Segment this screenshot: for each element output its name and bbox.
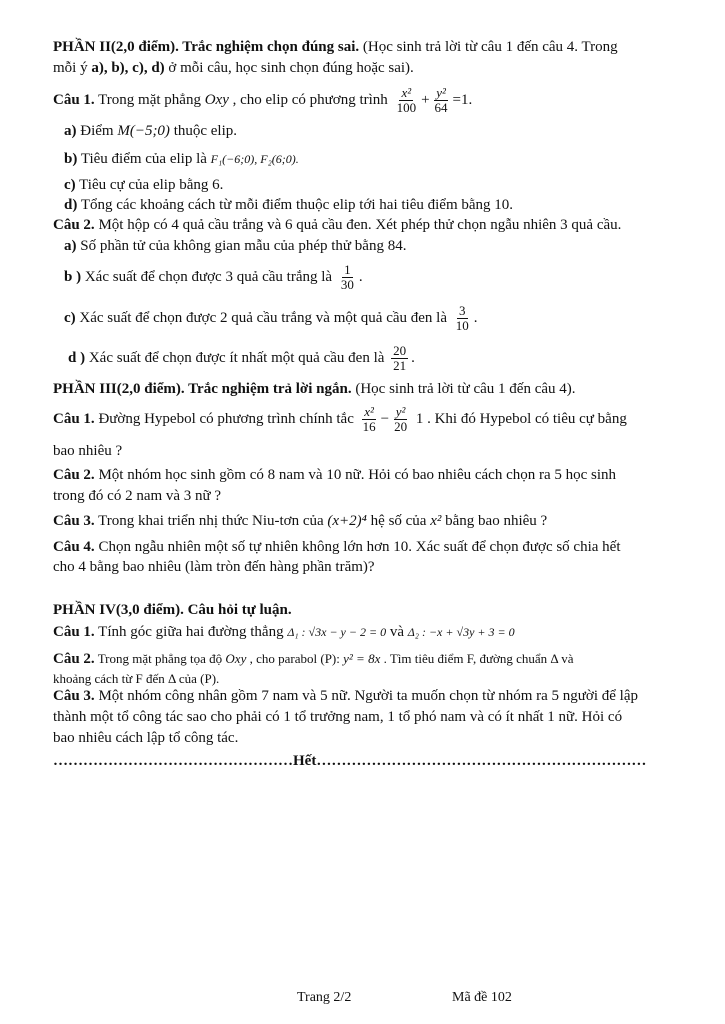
option-text: thuộc elip. <box>169 123 238 139</box>
math-parabola: y² = 8x <box>343 651 381 666</box>
footer-page-number: Trang 2/2 <box>297 990 352 1005</box>
frac-num: y² <box>395 404 406 420</box>
part4-q1 <box>53 623 685 642</box>
note-text: mỗi ý <box>53 60 92 76</box>
part2-q1-a <box>64 122 685 141</box>
question-text: Trong mặt phẳng tọa độ <box>94 651 226 666</box>
part3-q4 <box>53 538 685 557</box>
end-marker: …………………………………………Hết………………………………………………………… <box>53 753 647 769</box>
part4-q2 <box>53 649 685 669</box>
frac-den: 100 <box>396 100 417 116</box>
question-text: và <box>386 624 408 640</box>
frac-num: 20 <box>393 343 407 359</box>
part2-q2-b <box>64 262 685 292</box>
footer-exam-code: Mã đề 102 <box>452 990 512 1005</box>
question-text: , cho parabol (P): <box>246 651 344 666</box>
question-text: Một nhóm công nhân gồm 7 nam và 5 nữ. Người ta muốn chọn từ nhóm ra 5 người để lập <box>94 688 638 704</box>
note-options: a), b), c), d) <box>91 60 165 76</box>
question-label: Câu 1. <box>53 624 95 640</box>
frac-den: 16 <box>362 419 376 435</box>
equals: =1. <box>452 92 473 108</box>
period: . <box>473 310 478 326</box>
part2-heading: PHẦN II(2,0 điểm). Trắc nghiệm chọn đúng sai. <box>53 39 360 55</box>
math-point: M(−5;0) <box>117 123 170 139</box>
frac-den: 64 <box>434 100 448 116</box>
fraction <box>361 405 378 434</box>
part4-heading-line <box>53 601 685 620</box>
part2-note: (Học sinh trả lời từ câu 1 đến câu 4. Trong <box>362 39 618 55</box>
part3-q3 <box>53 512 685 531</box>
question-text: cho 4 bằng bao nhiêu (làm tròn đến hàng phần trăm)? <box>53 559 375 575</box>
math-line-2: Δ₂ : −x + √3y + 3 = 0 <box>407 625 515 639</box>
question-label: Câu 2. <box>53 217 95 233</box>
fraction <box>395 86 419 115</box>
fraction <box>392 405 409 434</box>
question-text: bao nhiêu cách lập tổ công tác. <box>53 730 239 746</box>
math-oxy: Oxy <box>204 92 229 108</box>
part4-q3-cont2 <box>53 729 685 748</box>
part3-q4-cont <box>53 558 685 577</box>
question-label: Câu 2. <box>53 651 95 667</box>
option-label: c) <box>64 310 76 326</box>
part3-q1 <box>53 404 685 434</box>
question-label: Câu 2. <box>53 467 95 483</box>
math-binomial: (x+2)⁴ <box>327 513 367 529</box>
frac-num: x² <box>364 404 374 420</box>
question-text: Trong khai triển nhị thức Niu-tơn của <box>94 513 328 529</box>
fraction <box>433 86 450 115</box>
part4-q3-cont <box>53 708 685 727</box>
option-text: Số phần tử của không gian mẫu của phép thử bằng 84. <box>76 238 407 254</box>
option-label: a) <box>64 238 77 254</box>
part2-q2-c <box>64 303 685 333</box>
math-oxy: Oxy <box>225 651 247 666</box>
fraction <box>454 304 471 333</box>
frac-num: y² <box>436 85 446 101</box>
part3-q2-cont <box>53 487 685 506</box>
fraction <box>391 344 408 373</box>
question-text: , cho elip có phương trình <box>228 92 392 108</box>
option-text: Xác suất để chọn được ít nhất một quả cầu đen là <box>85 350 389 366</box>
part2-q1-c <box>64 176 685 195</box>
frac-num: 1 <box>344 262 351 278</box>
question-text: . Tìm tiêu điểm F, đường chuẩn Δ và <box>380 651 574 666</box>
question-text: Trong mặt phẳng <box>94 92 205 108</box>
part4-q2-cont <box>53 669 685 688</box>
part2-q2-d <box>68 343 685 373</box>
period: . <box>358 269 363 285</box>
part2-note-line <box>53 59 685 78</box>
question-label: Câu 3. <box>53 688 95 704</box>
math-line-1: Δ₁ : √3x − y − 2 = 0 <box>287 625 387 639</box>
question-text: Đường Hypebol có phương trình chính tắc <box>94 411 358 427</box>
option-text: Tiêu điểm của elip là <box>77 151 211 167</box>
part3-q2 <box>53 466 685 485</box>
part2-heading-line <box>53 38 685 57</box>
math-x2: x² <box>430 513 442 529</box>
part3-heading: PHẦN III(2,0 điểm). Trắc nghiệm trả lời ngắn. <box>53 381 352 397</box>
part3-q1-cont <box>53 442 685 461</box>
option-label: d ) <box>68 350 86 366</box>
question-text: hệ số của <box>366 513 431 529</box>
option-text: Tổng các khoảng cách từ mỗi điểm thuộc elip tới hai tiêu điểm bằng 10. <box>77 197 514 213</box>
option-label: a) <box>64 123 77 139</box>
frac-den: 30 <box>340 277 354 293</box>
option-text: Tiêu cự của elip bằng 6. <box>75 177 224 193</box>
question-label: Câu 3. <box>53 513 95 529</box>
question-text: Chọn ngẫu nhiên một số tự nhiên không lớn hơn 10. Xác suất để chọn được số chia hết <box>94 539 621 555</box>
part3-note: (Học sinh trả lời từ câu 1 đến câu 4). <box>351 381 576 397</box>
question-text: trong đó có 2 nam và 3 nữ ? <box>53 488 222 504</box>
question-text: Một hộp có 4 quả cầu trắng và 6 quả cầu đen. Xét phép thử chọn ngẫu nhiên 3 quả cầu. <box>94 217 622 233</box>
plus-sign: + <box>421 92 430 108</box>
option-text: Xác suất để chọn được 2 quả cầu trắng và một quả cầu đen là <box>75 310 451 326</box>
part2-q1-b <box>64 150 685 169</box>
question-label: Câu 1. <box>53 92 95 108</box>
question-text: bằng bao nhiêu ? <box>441 513 548 529</box>
option-text: Xác suất để chọn được 3 quả cầu trắng là <box>81 269 336 285</box>
part2-q2-a <box>64 237 685 256</box>
option-label: b) <box>64 151 78 167</box>
part2-q2 <box>53 216 685 235</box>
frac-den: 21 <box>393 358 407 374</box>
question-text: bao nhiêu ? <box>53 443 123 459</box>
part2-q1-d <box>64 196 685 215</box>
question-text: Một nhóm học sinh gồm có 8 nam và 10 nữ. Hỏi có bao nhiêu cách chọn ra 5 học sinh <box>94 467 617 483</box>
part3-heading-line <box>53 380 685 399</box>
note-text-end: ở mỗi câu, học sinh chọn đúng hoặc sai). <box>164 60 414 76</box>
math-foci: F₁(−6;0), F₂(6;0). <box>210 152 299 166</box>
part4-heading: PHẦN IV(3,0 điểm). Câu hỏi tự luận. <box>53 602 292 618</box>
option-label: c) <box>64 177 76 193</box>
question-text: thành một tổ công tác sao cho phải có 1 tổ trưởng nam, 1 tổ phó nam và có ít nhất 1 nữ. Hỏi có <box>53 709 623 725</box>
question-text: Tính góc giữa hai đường thẳng <box>94 624 288 640</box>
option-text: Điểm <box>76 123 118 139</box>
minus-sign: − <box>380 411 390 427</box>
fraction <box>339 263 356 292</box>
part2-q1 <box>53 86 685 115</box>
frac-num: 3 <box>459 303 466 319</box>
option-label: b ) <box>64 269 82 285</box>
frac-den: 20 <box>394 419 408 435</box>
frac-num: x² <box>401 85 412 101</box>
frac-den: 10 <box>455 318 469 334</box>
period: . <box>411 350 415 366</box>
question-text: khoảng cách từ F đến Δ của (P). <box>53 671 220 686</box>
option-label: d) <box>64 197 78 213</box>
part4-q3 <box>53 687 685 706</box>
question-text: 1 . Khi đó Hypebol có tiêu cự bằng <box>412 411 627 427</box>
question-label: Câu 1. <box>53 411 95 427</box>
question-label: Câu 4. <box>53 539 95 555</box>
